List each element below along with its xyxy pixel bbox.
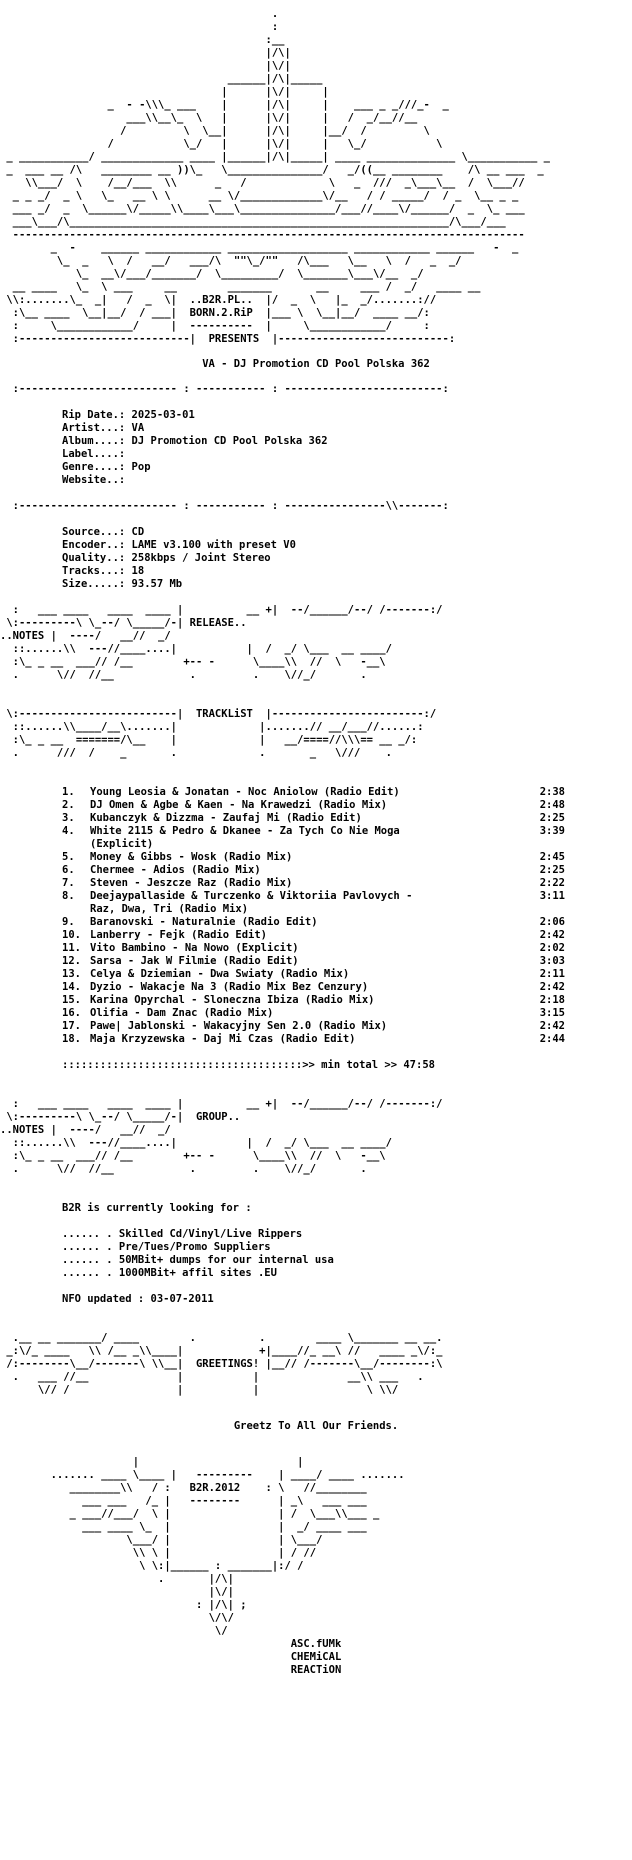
total-time: ::::::::::::::::::::::::::::::::::::::>> min total >> 47:58 — [62, 1059, 435, 1071]
track-number: 14. — [62, 981, 81, 993]
info-label: Label....: — [62, 448, 126, 460]
track-number: 17. — [62, 1020, 81, 1032]
track-number: 11. — [62, 942, 81, 954]
footer-year: B2R.2012 — [189, 1482, 241, 1494]
track-title: Pawe| Jablonski - Wakacyjny Sen 2.0 (Radio Mix) — [90, 1020, 388, 1032]
track-number: 6. — [62, 864, 75, 876]
track-time: 3:11 — [539, 890, 565, 902]
track-title: Lanberry - Fejk (Radio Edit) — [90, 929, 268, 941]
track-title: Chermee - Adios (Radio Mix) — [90, 864, 261, 876]
track-row — [62, 825, 582, 851]
track-row — [62, 877, 582, 890]
track-row — [62, 1033, 582, 1046]
group-intro: B2R is currently looking for : — [62, 1202, 252, 1214]
track-number: 1. — [62, 786, 75, 798]
tech-row-tracks — [62, 565, 632, 578]
info-label: Encoder..: — [62, 539, 126, 551]
release-title: VA - DJ Promotion CD Pool Polska 362 — [202, 358, 430, 370]
track-row — [62, 955, 582, 968]
track-time: 2:06 — [539, 916, 565, 928]
track-row — [62, 851, 582, 864]
track-row — [62, 968, 582, 981]
info-row-album — [62, 435, 632, 448]
info-value: LAME v3.100 with preset V0 — [131, 539, 296, 551]
info-label: Size.....: — [62, 578, 126, 590]
track-time: 3:15 — [539, 1007, 565, 1019]
info-value: Pop — [131, 461, 151, 473]
info-value: 18 — [131, 565, 145, 577]
divider: :------------------------- : ----------- : ----------------\\-------: — [0, 500, 449, 512]
info-label: Artist...: — [62, 422, 126, 434]
track-number: 9. — [62, 916, 75, 928]
track-number: 12. — [62, 955, 81, 967]
track-title: Money & Gibbs - Wosk (Radio Mix) — [90, 851, 293, 863]
track-time: 3:03 — [539, 955, 565, 967]
tech-row-quality — [62, 552, 632, 565]
info-label: Tracks...: — [62, 565, 126, 577]
info-label: Website..: — [62, 474, 126, 486]
track-row — [62, 799, 582, 812]
info-value: 93.57 Mb — [131, 578, 183, 590]
track-time: 2:02 — [539, 942, 565, 954]
track-row — [62, 890, 582, 916]
track-title: Kubanczyk & Dizzma - Zaufaj Mi (Radio Edit) — [90, 812, 362, 824]
tech-row-source — [62, 526, 632, 539]
tech-row-encoder — [62, 539, 632, 552]
greetings-header-art: .__ __ _______/ ____ . . ____ \_______ __ __. _:\/_ ____ \\ /__ _\\____| +|____//_ __\ // ____ _\/:_ /:--------\__/-------\ \\__| GREETINGS! |__// /-------\__/--------:\ . ___ //__ | | __\\ ___ . \// / | | \ \\/ — [6, 1332, 443, 1396]
info-row-label — [62, 448, 632, 461]
nfo-updated: NFO updated : 03-07-2011 — [62, 1293, 214, 1305]
footer-credits: ASC.fUMk CHEMiCAL REACTiON — [290, 1638, 342, 1676]
info-value: 2025-03-01 — [131, 409, 195, 421]
track-row — [62, 994, 582, 1007]
track-title: Celya & Dziemian - Dwa Swiaty (Radio Mix) — [90, 968, 350, 980]
info-value: CD — [131, 526, 145, 538]
track-time: 2:44 — [539, 1033, 565, 1045]
group-item: ...... . 50MBit+ dumps for our internal usa — [62, 1254, 334, 1266]
track-time: 2:18 — [539, 994, 565, 1006]
track-title: Karina Opyrchal - Sloneczna Ibiza (Radio Mix) — [90, 994, 375, 1006]
info-value: 258kbps / Joint Stereo — [131, 552, 271, 564]
track-time: 2:45 — [539, 851, 565, 863]
track-row — [62, 916, 582, 929]
track-number: 18. — [62, 1033, 81, 1045]
group-notes-label: GROUP.. ..NOTES — [0, 1111, 241, 1136]
info-row-rip-date — [62, 409, 632, 422]
info-value: DJ Promotion CD Pool Polska 362 — [131, 435, 328, 447]
info-row-artist — [62, 422, 632, 435]
track-row — [62, 981, 582, 994]
tech-info — [0, 526, 632, 591]
group-notes — [0, 1202, 632, 1306]
tracklist — [0, 786, 632, 1046]
track-time: 2:11 — [539, 968, 565, 980]
track-time: 3:39 — [539, 825, 565, 837]
track-title: Maja Krzyzewska - Daj Mi Czas (Radio Edit) — [90, 1033, 356, 1045]
group-item: ...... . 1000MBit+ affil sites .EU — [62, 1267, 277, 1279]
track-title: Young Leosia & Jonatan - Noc Aniolow (Radio Edit) — [90, 786, 400, 798]
divider: :------------------------- : ----------- : -------------------------: — [0, 383, 449, 395]
track-number: 8. — [62, 890, 75, 902]
track-title: Deejaypallaside & Turczenko & Viktoriia Pavlovych - Raz, Dwa, Tri (Radio Mix) — [90, 890, 413, 915]
track-number: 4. — [62, 825, 75, 837]
group-notes-art: : ___ ____ ____ ____ | __ +| --/______/--/ /-------:/ \:---------\ \_--/ \_____/-| GROUP.. ..NOTES | ----/ __// _/ ::......\\ ---//____....| | / _/ \___ __ ____/ :\_ _ __ ___// /__ +-- - \____\\ // \ -__\ . \// //__ . . \//_/ . — [0, 1098, 443, 1175]
group-item: ...... . Pre/Tues/Promo Suppliers — [62, 1241, 271, 1253]
track-number: 16. — [62, 1007, 81, 1019]
info-row-website — [62, 474, 632, 487]
track-number: 13. — [62, 968, 81, 980]
track-title: White 2115 & Pedro & Dkanee - Za Tych Co Nie Moga (Explicit) — [90, 825, 400, 850]
track-number: 2. — [62, 799, 75, 811]
track-number: 3. — [62, 812, 75, 824]
info-value: VA — [131, 422, 145, 434]
release-notes-art: : ___ ____ ____ ____ | __ +| --/______/--/ /-------:/ \:---------\ \_--/ \_____/-| RELEASE.. ..NOTES | ----/ __// _/ ::......\\ ---//____....| | / _/ \___ __ ____/ :\_ _ __ ___// /__ +-- - \____\\ // \ -__\ . \// //__ . . \//_/ . — [0, 604, 443, 681]
track-title: Sarsa - Jak W Filmie (Radio Edit) — [90, 955, 299, 967]
track-title: Olifia - Dam Znac (Radio Mix) — [90, 1007, 274, 1019]
track-title: Baranovski - Naturalnie (Radio Edit) — [90, 916, 318, 928]
tech-row-size — [62, 578, 632, 591]
tracklist-header-art: \:-------------------------| TRACKLiST |------------------------:/ ::......\\____/__\.......| |.......// __/___//......: :\_ _ __ =======/\__ | | __/====//\\\== __ _/: . /// / _ . . _ \/// . — [0, 708, 437, 759]
track-time: 2:42 — [539, 1020, 565, 1032]
track-number: 7. — [62, 877, 75, 889]
track-time: 2:25 — [539, 812, 565, 824]
track-number: 5. — [62, 851, 75, 863]
info-label: Quality..: — [62, 552, 126, 564]
track-time: 2:22 — [539, 877, 565, 889]
track-title: Vito Bambino - Na Nowo (Explicit) — [90, 942, 299, 954]
track-row — [62, 1007, 582, 1020]
track-row — [62, 812, 582, 825]
greetings-label: GREETINGS! — [195, 1358, 260, 1370]
info-label: Source...: — [62, 526, 126, 538]
info-label: Album....: — [62, 435, 126, 447]
track-row — [62, 864, 582, 877]
header-ascii-art: . : :__ |/\| |\/| ______|/\|_____ | |\/| | _ - -\\\_ ___ | |/\| | ___ _ _///_- _ ___\\__\_ \ | |\/| | / _/__//__ / \ \__| |/\| |__/ / \ / \_/ | |\/| | \_/ \ _ ___________/ _____________ ____ |______|/\|_____| ____ ______________ \___________ _ _ ___ __ /\ ________ __ ))\_ \_______________/ _/((__ ________ /\ __ ___ _ \\___/ \ /__/___ \\ _ / \ _ /// _\___\__ / \___// _ _ _/ _ \ \_ __ \ \ __ \/_____________\/__ / / _____/ / _ \__ _ _ ___ _/ _ \______\/_____\\____\___\_______________/___//____\/______/ _ \_ ___ ___\___/\____________________________________________________________/\___/___ --------------------------------------------------------------------------------- _ - ______ ____________ ___________________ ____________ ______ - _ \_ _ \ / __/ ___/\ ""\_/"" /\___ \__ \ / _ _/ \_ __\/___/_______/ \_________/ \_______\___\/__ _/ __ ____ \_ \ ___ __ _______ __ ___ / _/ ____ __ \\:.......\_ _| / _ \| ..B2R.PL.. |/ _ \ |_ _/.......:// :\__ ____ \__|__/ / ___| BORN.2.RiP |___ \ \__|__/ ____ __/: : \____________/ | ---------- | \____________/ : :---------------------------| PRESENTS |---------------------------: — [6, 8, 550, 345]
greetings-text: Greetz To All Our Friends. — [233, 1420, 399, 1432]
group-item: ...... . Skilled Cd/Vinyl/Live Rippers — [62, 1228, 303, 1240]
track-time: 2:42 — [539, 929, 565, 941]
track-number: 15. — [62, 994, 81, 1006]
release-info — [0, 409, 632, 487]
footer-art: | | ....... ____ \____ | --------- | ____/ ____ ....... ________\\ / : B2R.2012 : \ //________ ___ ___ /_ | -------- | _\ ___ ___ _ ___//___/ \ | | / \___\\___ _ ___ ____ \_ | | _/ ____ ___ \___/ | | \___/ \\ \ | | / // \ \:|______ : _______|:/ / . |/\| |\/| : |/\| ; \/\/ \/ — [50, 1456, 405, 1637]
nfo-document — [0, 8, 632, 1677]
info-row-genre — [62, 461, 632, 474]
track-row — [62, 786, 582, 799]
track-time: 2:38 — [539, 786, 565, 798]
track-time: 2:48 — [539, 799, 565, 811]
track-row — [62, 1020, 582, 1033]
tracklist-header: TRACKLiST — [195, 708, 253, 720]
track-row — [62, 929, 582, 942]
track-title: Dyzio - Wakacje Na 3 (Radio Mix Bez Cenzury) — [90, 981, 369, 993]
info-label: Genre....: — [62, 461, 126, 473]
track-row — [62, 942, 582, 955]
track-title: DJ Omen & Agbe & Kaen - Na Krawedzi (Radio Mix) — [90, 799, 388, 811]
track-time: 2:25 — [539, 864, 565, 876]
release-notes-label: RELEASE.. ..NOTES — [0, 617, 247, 642]
info-label: Rip Date.: — [62, 409, 126, 421]
track-time: 2:42 — [539, 981, 565, 993]
track-number: 10. — [62, 929, 81, 941]
track-title: Steven - Jeszcze Raz (Radio Mix) — [90, 877, 293, 889]
